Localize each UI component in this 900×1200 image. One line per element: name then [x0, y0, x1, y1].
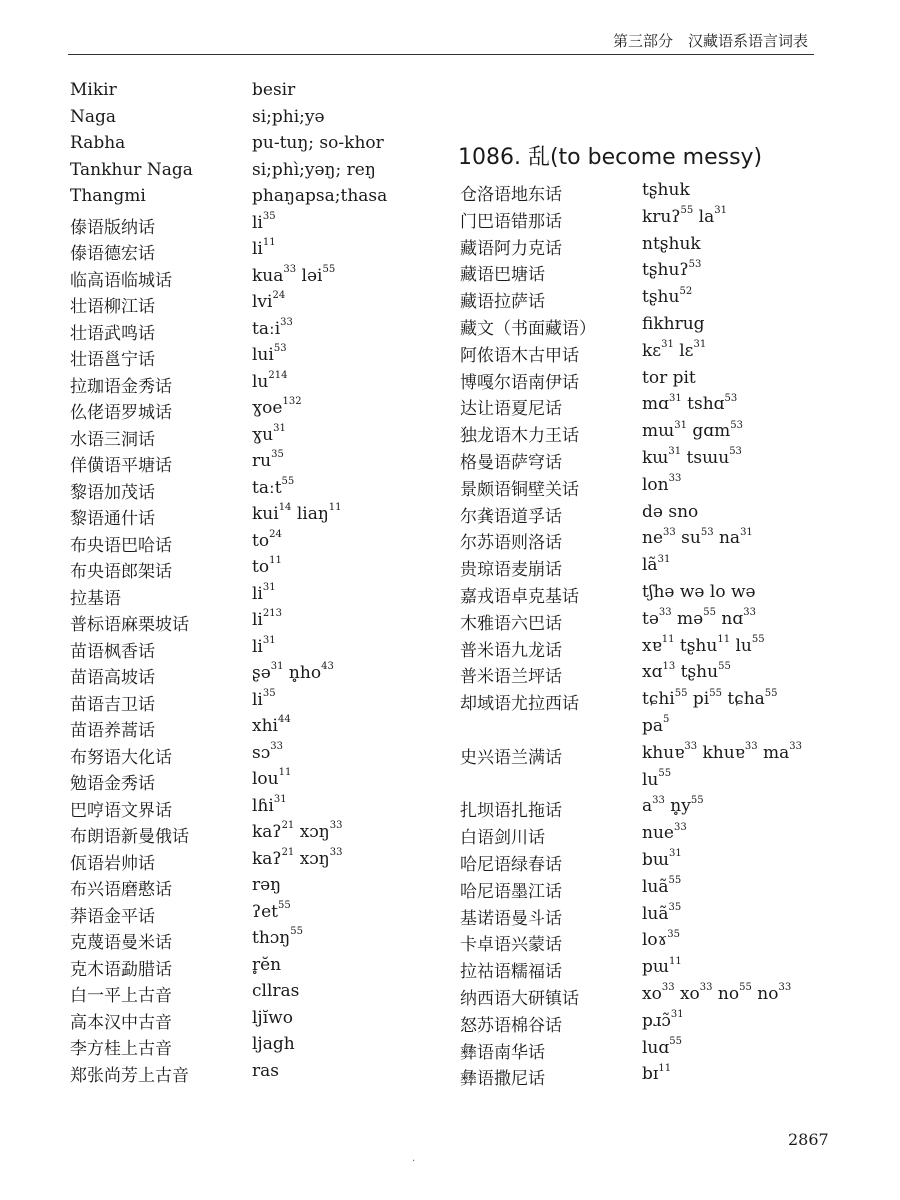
language-name: 布兴语磨憨话 — [70, 880, 172, 900]
word-form: khuɐ$^{33}$ khuɐ$^{33}$ $ma^{33}$ — [642, 741, 802, 763]
entry-row — [460, 633, 840, 663]
word-form: sɔ$^{33}$ — [252, 740, 283, 763]
word-form: si;phì;yəŋ; reŋ — [252, 159, 376, 180]
entry-row — [70, 610, 410, 637]
entry-row — [70, 687, 410, 717]
entry-row — [70, 557, 410, 584]
word-form: $li^{35}$ — [252, 210, 276, 233]
running-header — [68, 26, 814, 55]
language-name: 壮语武鸣话 — [70, 323, 155, 344]
word-form: $a^{33}$ $n̥y^{55}$ — [642, 794, 704, 817]
entry-row — [460, 716, 840, 743]
language-name: 扎坝语扎拖话 — [460, 801, 562, 822]
language-name: 普米语兰坪话 — [460, 667, 562, 688]
language-name: 布努语大化话 — [70, 747, 172, 768]
language-name: 普米语九龙话 — [460, 640, 562, 661]
entry-row — [460, 555, 840, 582]
left-column — [70, 80, 410, 1100]
word-form: də sno — [642, 501, 699, 522]
entry-row — [70, 716, 410, 743]
word-form: lɦi$^{31}$ — [252, 793, 287, 816]
language-name: 却域语尤拉西话 — [460, 694, 579, 715]
language-name: 格曼语萨穹话 — [460, 453, 562, 473]
language-name: 勉语金秀话 — [70, 774, 155, 794]
language-name: 贵琼语麦崩话 — [460, 560, 562, 581]
entry-row — [460, 502, 840, 529]
word-form: phaŋapsa;thasa — [252, 186, 388, 206]
entry-row — [460, 448, 840, 475]
entry-row — [460, 984, 840, 1011]
language-name: 郑张尚芳上古音 — [70, 1065, 189, 1086]
entry-row — [460, 901, 840, 931]
word-form: cllras — [252, 981, 300, 1001]
language-name: Tankhur Naga — [70, 159, 193, 180]
language-name: 克蔑语曼米话 — [70, 933, 172, 953]
language-name: Thangmi — [70, 186, 146, 206]
entry-row — [70, 263, 410, 293]
entry-row — [460, 1064, 840, 1091]
language-name: 门巴语错那话 — [460, 211, 562, 232]
word-form: lui$^{53}$ — [252, 343, 287, 365]
language-name: 怒苏语棉谷话 — [460, 1015, 562, 1036]
entry-row — [70, 239, 410, 266]
language-name: 博嘎尔语南伊话 — [460, 372, 579, 393]
word-form: xɑ$^{13}$ tʂhu$^{55}$ — [642, 660, 731, 683]
word-form: luã$^{35}$ — [642, 901, 682, 924]
word-form: taːi$^{33}$ — [252, 316, 293, 339]
language-name: Naga — [70, 106, 117, 127]
language-name: 白一平上古音 — [70, 986, 172, 1006]
word-form: ras — [252, 1060, 279, 1081]
word-form: $li^{213}$ — [252, 608, 282, 630]
word-form: r̥ĕn — [252, 954, 282, 975]
word-form: kaʔ$^{21}$ xɔŋ$^{33}$ — [252, 820, 343, 842]
word-form: $lã^{31}$ — [642, 553, 671, 576]
word-form: ljagh — [252, 1034, 295, 1054]
entry-row — [460, 609, 840, 636]
entry-row — [70, 528, 410, 558]
entry-row — [460, 260, 840, 287]
entry-row — [70, 981, 410, 1008]
entry-row — [460, 475, 840, 502]
language-name: 壮语邕宁话 — [70, 350, 155, 370]
language-name: 白语剑川话 — [460, 828, 545, 849]
word-form: $xo^{33}$ $xo^{33}$ $no^{55}$ $no^{33}$ — [642, 982, 792, 1004]
entry-row — [70, 769, 410, 796]
word-form: $li^{35}$ — [252, 687, 276, 710]
entry-row — [460, 528, 840, 555]
word-form: nue$^{33}$ — [642, 821, 687, 844]
language-name: 布央语郎架话 — [70, 562, 172, 582]
word-form: mɑ$^{31}$ tshɑ$^{53}$ — [642, 392, 738, 415]
header-title: 第三部分 汉藏语系语言词表 — [612, 32, 808, 50]
entry-row — [70, 133, 410, 160]
language-name: 莽语金平话 — [70, 906, 155, 927]
entry-row — [460, 743, 840, 770]
language-name: 佯僙语平塘话 — [70, 456, 172, 476]
entry-row — [460, 368, 840, 395]
language-name: 黎语加茂话 — [70, 482, 155, 503]
word-form: tə$^{33}$ mə$^{55}$ nɑ$^{33}$ — [642, 607, 756, 629]
entry-row — [70, 292, 410, 319]
word-form: kua$^{33}$ ləi$^{55}$ — [252, 263, 336, 286]
language-name: 壮语柳江话 — [70, 297, 155, 317]
entry-row — [460, 180, 840, 207]
language-name: 阿侬语木古甲话 — [460, 345, 579, 366]
word-form: ɣoe$^{132}$ — [252, 396, 302, 418]
entry-row — [70, 369, 410, 399]
entry-row — [70, 504, 410, 531]
language-name: 尔龚语道孚话 — [460, 506, 562, 527]
language-name: 史兴语兰满话 — [460, 747, 562, 768]
word-form: rəŋ — [252, 875, 282, 895]
right-column — [460, 180, 840, 1100]
entry-row — [70, 740, 410, 770]
word-form: kruʔ$^{55}$ $la^{31}$ — [642, 205, 727, 227]
word-form: xɐ$^{11}$ tʂhu$^{11}$ $lu^{55}$ — [642, 633, 765, 656]
language-name: 基诺语曼斗话 — [460, 908, 562, 929]
word-form: $lu^{55}$ — [642, 767, 672, 790]
entry-row — [70, 899, 410, 929]
page-number: 2867 — [788, 1130, 829, 1149]
language-name: 苗语养蒿话 — [70, 721, 155, 741]
language-name: 黎语通什话 — [70, 509, 155, 529]
entry-row — [70, 928, 410, 955]
word-form: besir — [252, 80, 296, 100]
word-form: luɑ$^{55}$ — [642, 1035, 683, 1058]
entry-row — [70, 846, 410, 876]
language-name: 拉基语 — [70, 588, 121, 609]
section-title: 1086. 乱(to become messy) — [458, 145, 763, 170]
entry-row — [70, 210, 410, 240]
word-form: fikhrug — [642, 314, 705, 334]
entry-row — [70, 422, 410, 452]
word-form: lou$^{11}$ — [252, 767, 292, 789]
entry-row — [70, 822, 410, 849]
language-name: 苗语高坡话 — [70, 668, 155, 688]
language-name: 布央语巴哈话 — [70, 535, 172, 556]
language-name: 独龙语木力王话 — [460, 426, 579, 447]
word-form: $ru^{35}$ — [252, 449, 284, 471]
word-form: $li^{31}$ — [252, 581, 276, 604]
language-name: 彝语南华话 — [460, 1042, 545, 1063]
entry-row — [460, 823, 840, 850]
entry-row — [460, 796, 840, 823]
word-form: tʂhu$^{52}$ — [642, 285, 693, 308]
entry-row — [460, 662, 840, 689]
entry-row — [460, 930, 840, 957]
language-name: 布朗语新曼俄话 — [70, 827, 189, 847]
entry-row — [460, 341, 840, 368]
language-name: 哈尼语绿春话 — [460, 855, 562, 875]
entry-row — [70, 1061, 410, 1088]
word-form: ɣu$^{31}$ — [252, 422, 286, 445]
language-name: 苗语枫香话 — [70, 641, 155, 662]
language-name: Mikir — [70, 80, 117, 100]
entry-row — [460, 394, 840, 421]
language-name: 藏文（书面藏语） — [460, 319, 596, 339]
language-name: 普标语麻栗坡话 — [70, 615, 189, 635]
word-form: ljĭwo — [252, 1007, 293, 1028]
word-form: mɯ$^{31}$ gɑm$^{53}$ — [642, 419, 744, 442]
language-name: 拉祜语糯福话 — [460, 962, 562, 983]
word-form: kɛ$^{31}$ lɛ$^{31}$ — [642, 339, 707, 361]
entry-row — [70, 398, 410, 425]
entry-row — [70, 345, 410, 372]
word-form: loɤ$^{35}$ — [642, 928, 680, 951]
language-name: 高本汉中古音 — [70, 1012, 172, 1033]
entry-row — [70, 316, 410, 346]
language-name: 克木语勐腊话 — [70, 959, 172, 980]
entry-row — [70, 475, 410, 505]
language-name: 景颇语铜壁关话 — [460, 479, 579, 500]
language-name: 藏语拉萨话 — [460, 292, 545, 313]
entry-row — [460, 767, 840, 797]
language-name: 临高语临城话 — [70, 270, 172, 291]
word-form: bɯ$^{31}$ — [642, 848, 682, 870]
entry-row — [460, 207, 840, 234]
word-form: kaʔ$^{21}$ xɔŋ$^{33}$ — [252, 846, 343, 869]
language-name: 嘉戎语卓克基话 — [460, 587, 579, 607]
entry-row — [70, 1034, 410, 1061]
entry-row — [460, 957, 840, 984]
word-form: tʃhə wə lo wə — [642, 582, 756, 602]
entry-row — [460, 1011, 840, 1038]
entry-row — [460, 421, 840, 448]
entry-row — [70, 1008, 410, 1035]
footer-mark: · — [412, 1156, 416, 1167]
language-name: 巴哼语文界话 — [70, 800, 172, 821]
entry-row — [460, 689, 840, 716]
language-name: 尔苏语则洛话 — [460, 533, 562, 554]
language-name: 李方桂上古音 — [70, 1039, 172, 1059]
language-name: 纳西语大研镇话 — [460, 989, 579, 1009]
word-form: $to^{11}$ — [252, 555, 282, 577]
word-form: $ne^{33}$ $su^{53}$ $na^{31}$ — [642, 526, 753, 549]
word-form: bɪ$^{11}$ — [642, 1062, 672, 1085]
word-form: tʂhuk — [642, 180, 690, 200]
entry-row — [70, 451, 410, 478]
entry-row — [460, 850, 840, 877]
word-form: $lu^{214}$ — [252, 369, 288, 392]
language-name: 佤语岩帅话 — [70, 853, 155, 874]
entry-row — [70, 160, 410, 187]
language-name: 藏语阿力克话 — [460, 238, 562, 259]
word-form: ʂə$^{31}$ $n̥ho^{43}$ — [252, 661, 334, 683]
language-name: 苗语吉卫话 — [70, 694, 155, 715]
word-form: thɔŋ$^{55}$ — [252, 926, 303, 948]
word-form: $to^{24}$ — [252, 528, 282, 551]
language-name: 卡卓语兴蒙话 — [460, 935, 562, 956]
language-name: 彝语撒尼话 — [460, 1069, 545, 1090]
language-name: 仓洛语地东话 — [460, 185, 562, 205]
word-form: $li^{11}$ — [252, 237, 276, 259]
entry-row — [70, 793, 410, 823]
language-name: 水语三洞话 — [70, 429, 155, 450]
word-form: lvi$^{24}$ — [252, 290, 286, 312]
word-form: pɹɔ̃$^{31}$ — [642, 1009, 684, 1031]
entry-row — [70, 80, 410, 107]
word-form: $pa^5$ — [642, 714, 670, 736]
entry-row — [460, 582, 840, 609]
entry-row — [460, 877, 840, 904]
language-name: 仫佬语罗城话 — [70, 403, 172, 423]
word-form: si;phi;yə — [252, 106, 325, 127]
entry-row — [70, 634, 410, 664]
word-form: tʂhuʔ$^{53}$ — [642, 258, 702, 281]
entry-row — [70, 186, 410, 213]
language-name: 藏语巴塘话 — [460, 265, 545, 286]
entry-row — [460, 314, 840, 341]
language-name: 达让语夏尼话 — [460, 399, 562, 420]
language-name: 拉珈语金秀话 — [70, 376, 172, 397]
word-form: pɯ$^{11}$ — [642, 955, 682, 978]
word-form: lon$^{33}$ — [642, 473, 682, 495]
entry-row — [70, 581, 410, 611]
word-form: pu-tuŋ; so-khor — [252, 133, 384, 153]
entry-row — [460, 287, 840, 314]
entry-row — [460, 1035, 840, 1065]
word-form: tɕhi$^{55}$ $pi^{55}$ tɕha$^{55}$ — [642, 687, 778, 710]
entry-row — [460, 234, 840, 261]
word-form: tor pit — [642, 367, 696, 388]
language-name: 木雅语六巴话 — [460, 613, 562, 634]
entry-row — [70, 107, 410, 134]
language-name: 傣语版纳话 — [70, 217, 155, 238]
entry-row — [70, 875, 410, 902]
entry-row — [70, 663, 410, 690]
word-form: taːt$^{55}$ — [252, 475, 295, 498]
language-name: 哈尼语墨江话 — [460, 881, 562, 902]
language-name: Rabha — [70, 133, 126, 153]
word-form: kui$^{14}$ liaŋ$^{11}$ — [252, 502, 342, 524]
word-form: luã$^{55}$ — [642, 875, 682, 897]
language-name: 傣语德宏话 — [70, 244, 155, 264]
word-form: ntʂhuk — [642, 233, 701, 254]
word-form: xhi$^{44}$ — [252, 714, 291, 736]
word-form: $li^{31}$ — [252, 634, 276, 657]
word-form: ʔet$^{55}$ — [252, 899, 291, 922]
word-form: kɯ$^{31}$ tsɯu$^{53}$ — [642, 446, 742, 468]
entry-row — [70, 955, 410, 982]
